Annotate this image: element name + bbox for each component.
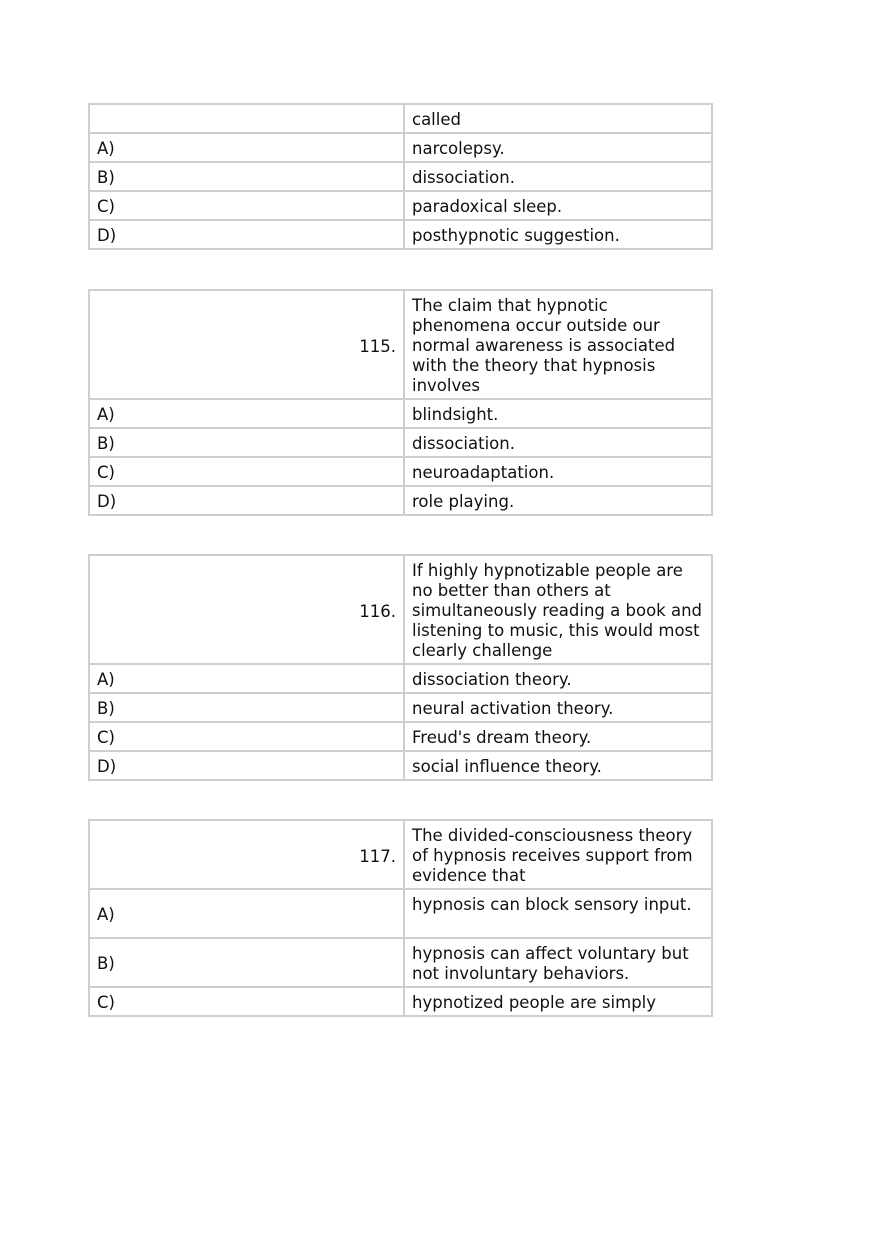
option-letter: C): [89, 191, 404, 220]
option-row: [89, 220, 712, 249]
question-number: 116.: [89, 555, 404, 664]
option-row: [89, 938, 712, 987]
option-text: paradoxical sleep.: [404, 191, 712, 220]
option-row: [89, 722, 712, 751]
option-text: narcolepsy.: [404, 133, 712, 162]
question-table: [88, 289, 713, 516]
option-text: social influence theory.: [404, 751, 712, 780]
option-row: [89, 399, 712, 428]
option-letter: C): [89, 722, 404, 751]
option-row: [89, 133, 712, 162]
question-table: [88, 103, 713, 250]
question-row: [89, 290, 712, 399]
option-row: [89, 191, 712, 220]
option-row: [89, 751, 712, 780]
option-text: blindsight.: [404, 399, 712, 428]
option-text: dissociation.: [404, 162, 712, 191]
option-row: [89, 693, 712, 722]
option-text: Freud's dream theory.: [404, 722, 712, 751]
option-text: neural activation theory.: [404, 693, 712, 722]
option-letter: A): [89, 133, 404, 162]
question-stem: called: [404, 104, 712, 133]
question-table: [88, 554, 713, 781]
option-text: neuroadaptation.: [404, 457, 712, 486]
question-number: [89, 104, 404, 133]
question-number: 117.: [89, 820, 404, 889]
option-letter: A): [89, 664, 404, 693]
option-letter: B): [89, 938, 404, 987]
option-letter: D): [89, 751, 404, 780]
option-letter: B): [89, 162, 404, 191]
option-letter: C): [89, 987, 404, 1016]
option-text: hypnotized people are simply: [404, 987, 712, 1016]
question-stem: The divided-consciousness theory of hypnosis receives support from evidence that: [404, 820, 712, 889]
option-row: [89, 987, 712, 1016]
option-letter: D): [89, 486, 404, 515]
question-row: [89, 104, 712, 133]
option-letter: D): [89, 220, 404, 249]
question-row: [89, 820, 712, 889]
option-row: [89, 162, 712, 191]
option-text: dissociation theory.: [404, 664, 712, 693]
option-row: [89, 428, 712, 457]
option-letter: B): [89, 693, 404, 722]
option-text: posthypnotic suggestion.: [404, 220, 712, 249]
option-text: hypnosis can affect voluntary but not involuntary behaviors.: [404, 938, 712, 987]
option-row: [89, 664, 712, 693]
option-text: dissociation.: [404, 428, 712, 457]
question-stem: The claim that hypnotic phenomena occur outside our normal awareness is associated with the theory that hypnosis involves: [404, 290, 712, 399]
option-letter: A): [89, 399, 404, 428]
option-row: [89, 486, 712, 515]
question-row: [89, 555, 712, 664]
question-table: [88, 819, 713, 1017]
option-letter: C): [89, 457, 404, 486]
question-stem: If highly hypnotizable people are no better than others at simultaneously reading a book and listening to music, this would most clearly challenge: [404, 555, 712, 664]
option-row: [89, 889, 712, 938]
option-row: [89, 457, 712, 486]
question-number: 115.: [89, 290, 404, 399]
option-letter: B): [89, 428, 404, 457]
option-text: role playing.: [404, 486, 712, 515]
option-text: hypnosis can block sensory input.: [404, 889, 712, 938]
option-letter: A): [89, 889, 404, 938]
